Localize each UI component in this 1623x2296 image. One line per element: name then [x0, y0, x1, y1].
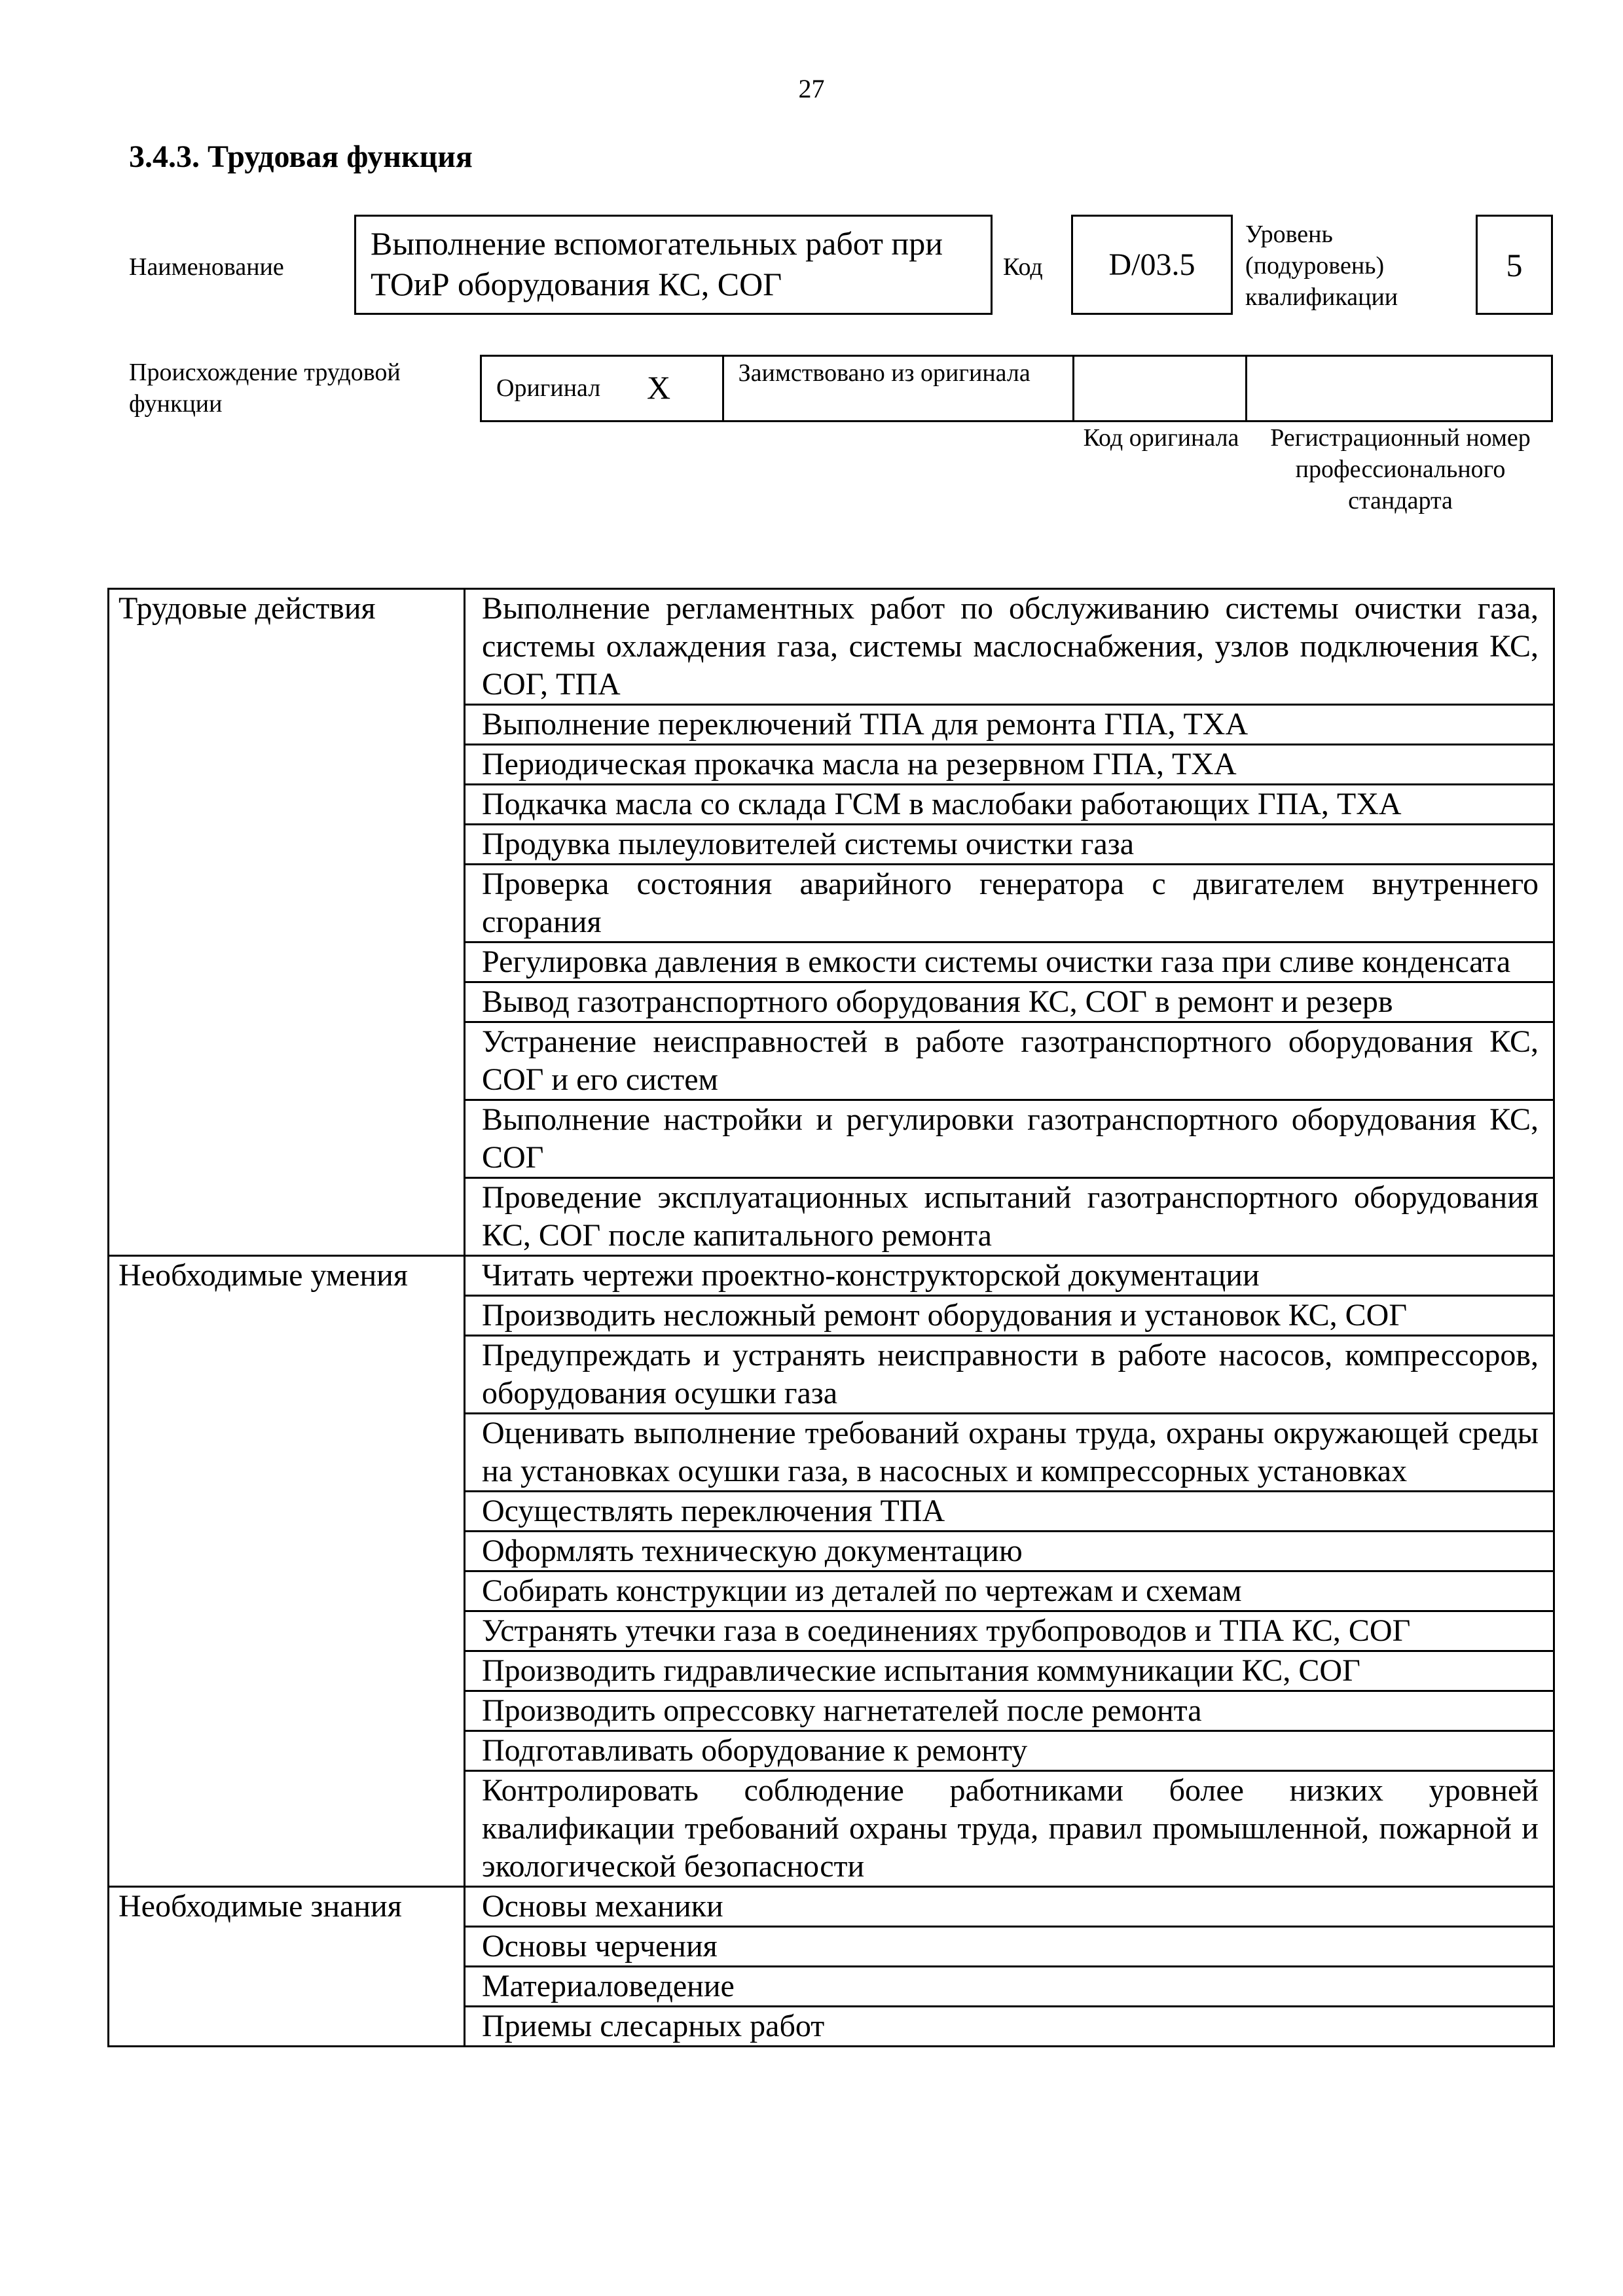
item-cell: Производить опрессовку нагнетателей после ремонта [465, 1691, 1554, 1731]
item-cell: Приемы слесарных работ [465, 2007, 1554, 2047]
category-cell: Необходимые умения [109, 1256, 465, 1887]
page-number: 27 [798, 74, 825, 103]
code-caption: Код оригинала [1083, 424, 1239, 452]
item-cell: Оценивать выполнение требований охраны труда, охраны окружающей среды на установках осушки газа, в насосных и компрессорных установках [465, 1414, 1554, 1492]
item-cell: Контролировать соблюдение работниками более низких уровней квалификации требований охраны труда, правил промышленной, пожарной и экологической безопасности [465, 1771, 1554, 1887]
item-cell: Устранение неисправностей в работе газотранспортного оборудования КС, СОГ и его систем [465, 1022, 1554, 1100]
item-cell: Читать чертежи проектно-конструкторской документации [465, 1256, 1554, 1296]
item-cell: Осуществлять переключения ТПА [465, 1492, 1554, 1532]
origin-label: Происхождение трудовой функции [129, 359, 401, 418]
code-field: D/03.5 [1071, 215, 1233, 315]
original-label: Оригинал [496, 374, 601, 402]
item-cell: Оформлять техническую документацию [465, 1532, 1554, 1571]
section-title: 3.4.3. Трудовая функция [129, 139, 473, 174]
table-row [109, 1256, 1554, 1296]
item-cell: Выполнение переключений ТПА для ремонта ГПА, ТХА [465, 705, 1554, 745]
item-cell: Собирать конструкции из деталей по чертежам и схемам [465, 1571, 1554, 1611]
regnum-cell [1247, 357, 1551, 420]
item-cell: Выполнение настройки и регулировки газотранспортного оборудования КС, СОГ [465, 1100, 1554, 1178]
level-label: Уровень (подуровень) квалификации [1245, 221, 1398, 311]
table-row [109, 1887, 1554, 1927]
category-cell: Необходимые знания [109, 1887, 465, 2047]
item-cell: Предупреждать и устранять неисправности в работе насосов, компрессоров, оборудования осушки газа [465, 1336, 1554, 1414]
category-cell: Трудовые действия [109, 589, 465, 1256]
function-name-field: Выполнение вспомогательных работ при ТОиР оборудования КС, СОГ [354, 215, 993, 315]
original-mark: X [647, 369, 671, 406]
origin-code-cell [1074, 357, 1247, 420]
item-cell: Регулировка давления в емкости системы очистки газа при сливе конденсата [465, 942, 1554, 982]
item-cell: Продувка пылеуловителей системы очистки газа [465, 825, 1554, 865]
item-cell: Периодическая прокачка масла на резервном ГПА, ТХА [465, 745, 1554, 785]
item-cell: Производить гидравлические испытания коммуникации КС, СОГ [465, 1651, 1554, 1691]
item-cell: Проверка состояния аварийного генератора с двигателем внутреннего сгорания [465, 865, 1554, 942]
item-cell: Производить несложный ремонт оборудования и установок КС, СОГ [465, 1296, 1554, 1336]
name-label: Наименование [129, 253, 284, 281]
borrowed-cell [724, 357, 1074, 420]
item-cell: Вывод газотранспортного оборудования КС, СОГ в ремонт и резерв [465, 982, 1554, 1022]
level-field: 5 [1476, 215, 1553, 315]
borrowed-label: Заимствовано из оригинала [738, 359, 1030, 387]
item-cell: Выполнение регламентных работ по обслуживанию системы очистки газа, системы охлаждения газа, системы маслоснабжения, узлов подключения КС, СОГ, ТПА [465, 589, 1554, 705]
item-cell: Подкачка масла со склада ГСМ в маслобаки работающих ГПА, ТХА [465, 785, 1554, 825]
item-cell: Проведение эксплуатационных испытаний газотранспортного оборудования КС, СОГ после капитального ремонта [465, 1178, 1554, 1256]
regnum-caption: Регистрационный номер профессионального стандарта [1270, 424, 1531, 514]
item-cell: Устранять утечки газа в соединениях трубопроводов и ТПА КС, СОГ [465, 1611, 1554, 1651]
item-cell: Основы черчения [465, 1927, 1554, 1967]
function-table [107, 588, 1555, 2047]
item-cell: Материаловедение [465, 1967, 1554, 2007]
code-label: Код [1003, 253, 1043, 281]
item-cell: Основы механики [465, 1887, 1554, 1927]
item-cell: Подготавливать оборудование к ремонту [465, 1731, 1554, 1771]
origin-table [480, 355, 1553, 422]
table-row [109, 589, 1554, 705]
origin-original-cell [482, 357, 724, 420]
